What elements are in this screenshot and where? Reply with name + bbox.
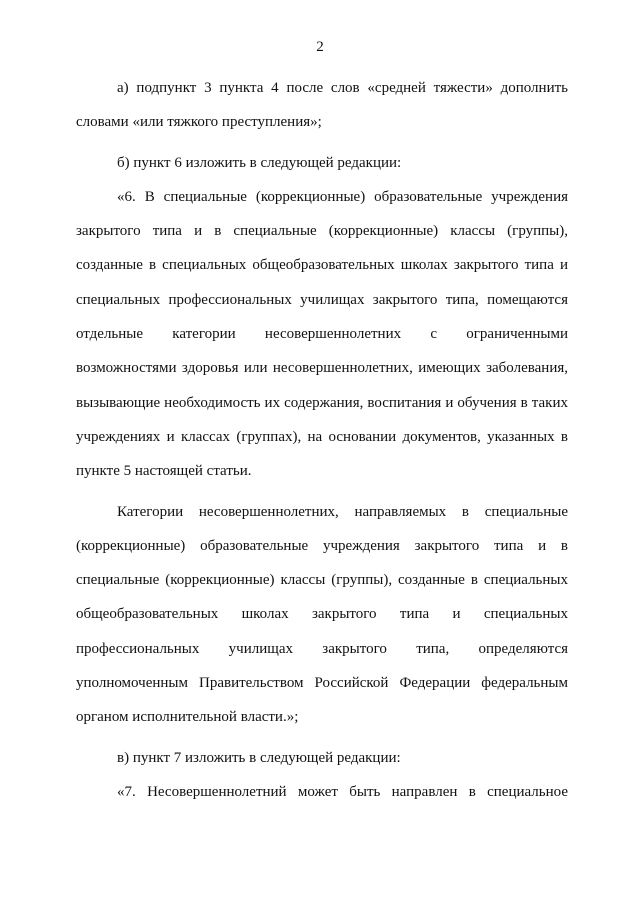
paragraph-amendment-v: в) пункт 7 изложить в следующей редакции: bbox=[117, 749, 401, 766]
page-number: 2 bbox=[316, 39, 324, 55]
paragraph-amendment-a: а) подпункт 3 пункта 4 после слов «средней тяжести» дополнить словами «или тяжкого преступления»; bbox=[76, 80, 568, 131]
paragraph-categories: Категории несовершеннолетних, направляемых в специальные (коррекционные) образовательные учреждения закрытого типа и в специальные (коррекционные) классы (группы), созданные в специальных общеобразовательных школах закрытого типа и специальных профессиональных училищах закрытого типа, определяются уполномоченным Правительством Российской Федерации федеральным органом исполнительной власти.»; bbox=[76, 503, 568, 726]
document-body bbox=[76, 71, 568, 809]
paragraph-point-7: «7. Несовершеннолетний может быть направлен в специальное bbox=[117, 783, 568, 800]
paragraph-point-6: «6. В специальные (коррекционные) образовательные учреждения закрытого типа и в специальные (коррекционные) классы (группы), созданные в специальных общеобразовательных школах закрытого типа и специальных профессиональных училищах закрытого типа, помещаются отдельные категории несовершеннолетних с ограниченными возможностями здоровья или несовершеннолетних, имеющих заболевания, вызывающие необходимость их содержания, воспитания и обучения в таких учреждениях и классах (группах), на основании документов, указанных в пункте 5 настоящей статьи. bbox=[76, 188, 568, 480]
paragraph-amendment-b: б) пункт 6 изложить в следующей редакции: bbox=[117, 154, 402, 171]
